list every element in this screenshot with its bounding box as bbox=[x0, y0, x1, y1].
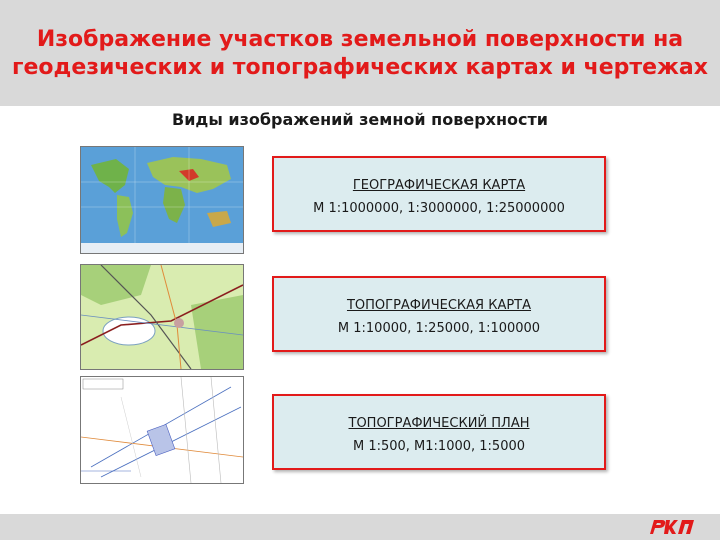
card-title: ГЕОГРАФИЧЕСКАЯ КАРТА bbox=[352, 178, 526, 193]
geographic-map-image bbox=[80, 146, 244, 254]
title-line-2: геодезических и топографических картах и чертежах bbox=[12, 55, 708, 80]
topographic-plan-image bbox=[80, 376, 244, 484]
card-scale: М 1:10000, 1:25000, 1:100000 bbox=[337, 321, 541, 336]
card-scale: М 1:1000000, 1:3000000, 1:25000000 bbox=[313, 201, 565, 216]
card-title: ТОПОГРАФИЧЕСКАЯ КАРТА bbox=[346, 298, 532, 313]
card-title: ТОПОГРАФИЧЕСКИЙ ПЛАН bbox=[348, 416, 530, 431]
geographic-map-card bbox=[272, 156, 606, 232]
footer-bar bbox=[0, 514, 720, 540]
section-subtitle: Виды изображений земной поверхности bbox=[172, 110, 548, 129]
rzd-logo-icon bbox=[648, 516, 696, 536]
topographic-map-image bbox=[80, 264, 244, 370]
topographic-map-card bbox=[272, 276, 606, 352]
topographic-plan-card bbox=[272, 394, 606, 470]
card-scale: М 1:500, М1:1000, 1:5000 bbox=[352, 439, 526, 454]
page-title bbox=[0, 26, 720, 82]
title-line-1: Изображение участков земельной поверхности на bbox=[36, 27, 684, 52]
